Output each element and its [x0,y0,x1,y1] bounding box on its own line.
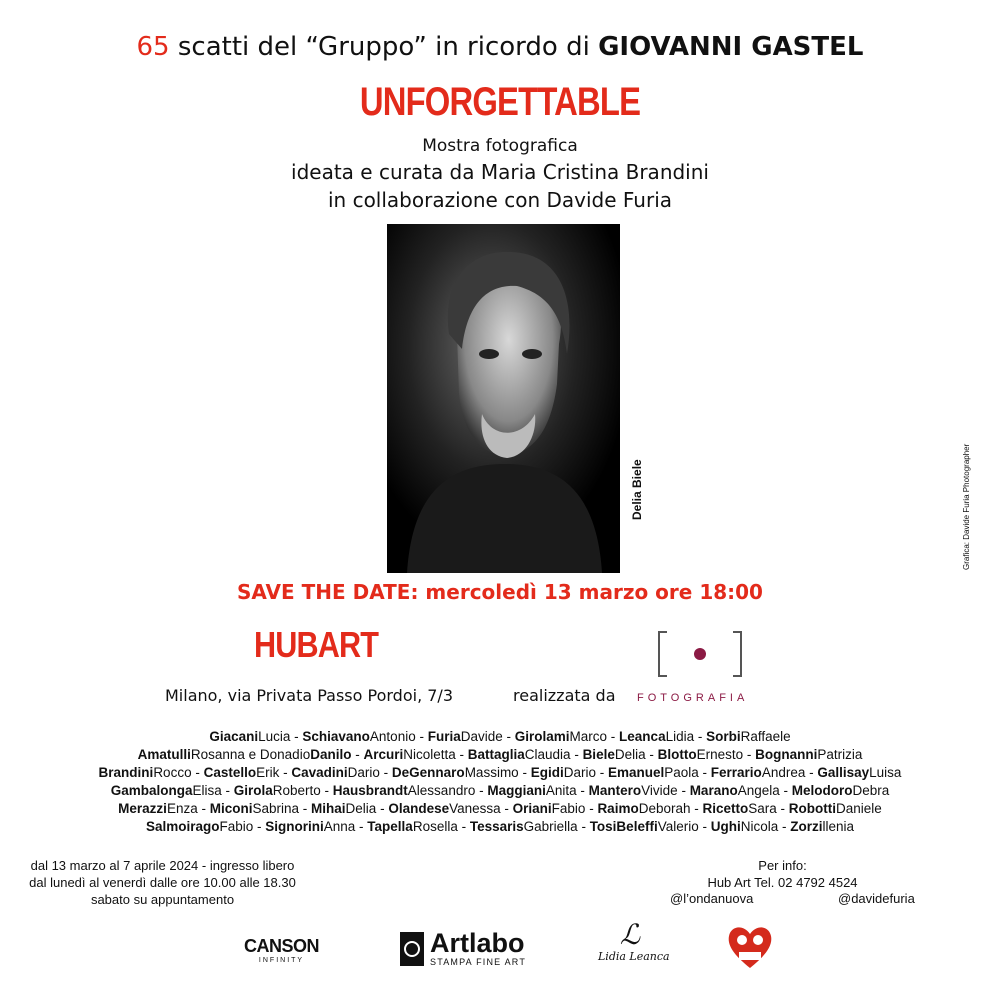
lidia-monogram-icon: ℒ [619,918,641,951]
headline-name: GIOVANNI GASTEL [598,32,864,62]
photographer-name: GirolaRoberto [233,783,321,798]
photographer-name: AmatulliRosanna e DonadioDanilo [137,747,352,762]
photographer-name: CavadiniDario [291,765,380,780]
opening-info [20,857,305,908]
saturday-text: sabato su appuntamento [90,892,235,907]
photographer-name: ArcuriNicoletta [363,747,456,762]
handle-ondanuova[interactable]: @l’ondanuova [670,891,754,906]
photographer-name: SalmoiragoFabio [145,819,254,834]
save-the-date: SAVE THE DATE: mercoledì 13 marzo ore 18:00 [237,580,763,604]
photographer-name: DeGennaroMassimo [391,765,519,780]
portrait-illustration [387,224,620,573]
photographer-name: RaimoDeborah [597,801,691,816]
photographer-name: MihaiDelia [311,801,377,816]
per-info-label: Per info: [758,858,807,873]
photographer-name: MelodoroDebra [791,783,890,798]
photographer-name: SorbiRaffaele [706,729,791,744]
photographer-name: SignoriniAnna [265,819,356,834]
photographer-name: GallisayLuisa [817,765,902,780]
photographer-name: MerazziEnza [118,801,198,816]
artlabo-icon [400,932,424,966]
photographer-name: LeancaLidia [619,729,695,744]
handle-davidefuria[interactable]: @davidefuria [838,891,915,906]
photo-credit: Delia Biele [630,459,644,520]
photographer-name: EgidiDario [530,765,596,780]
photographer-list [20,728,980,836]
photographer-name: RobottiDaniele [788,801,882,816]
photographer-name: TosiBeleffiValerio [589,819,699,834]
names-line: GambalongaElisa - GirolaRoberto - HausbrandtAlessandro - MaggianiAnita - ManteroVivide - MaranoAngela - MelodoroDebra [110,783,890,798]
hours-text: dal lunedì al venerdì dalle ore 10.00 alle 18.30 [29,875,296,890]
names-line: BrandiniRocco - CastelloErik - CavadiniDario - DeGennaroMassimo - EgidiDario - EmanuelPaola - FerrarioAndrea - GallisayLuisa [98,765,902,780]
canson-wordmark: CANSON [244,936,320,956]
graphic-credit: Grafica: Davide Furia Photographer [962,443,971,570]
photographer-name: BieleDelia [582,747,646,762]
fotografia-logo-icon [655,628,745,680]
subtitle-collaboration: in collaborazione con Davide Furia [327,188,673,212]
photographer-name: BattagliaClaudia [467,747,571,762]
photographer-name: MiconiSabrina [209,801,300,816]
fotografia-wordmark: FOTOGRAFIA [637,692,749,704]
photographer-name: ManteroVivide [588,783,678,798]
headline [0,32,1000,62]
photographer-name: SchiavanoAntonio [302,729,416,744]
photographer-name: Zorzillenia [790,819,855,834]
names-line: MerazziEnza - MiconiSabrina - MihaiDelia - OlandeseVanessa - OrianiFabio - RaimoDeborah - RicettoSara - RobottiDaniele [118,801,882,816]
names-line: SalmoiragoFabio - SignoriniAnna - TapellaRosella - TessarisGabriella - TosiBeleffiValerio - UghiNicola - Zorzillenia [145,819,855,834]
lidia-leanca-logo [598,918,670,963]
names-line: GiacaniLucia - SchiavanoAntonio - FuriaDavide - GirolamiMarco - LeancaLidia - SorbiRaffaele [209,729,791,744]
contact-info [700,857,865,891]
photographer-name: GiacaniLucia [209,729,291,744]
subtitle-exhibition: Mostra fotografica [422,136,578,156]
subtitle-curator: ideata e curata da Maria Cristina Brandini [291,160,709,184]
exhibition-title: UNFORGETTABLE [359,80,641,124]
portrait-photo [387,224,620,573]
photographer-name: OrianiFabio [512,801,586,816]
photographer-name: EmanuelPaola [607,765,699,780]
photographer-name: CastelloErik [203,765,280,780]
venue-address: Milano, via Privata Passo Pordoi, 7/3 [165,686,453,705]
heart-logo-icon [725,920,775,972]
artlabo-wordmark: Artlabo [430,928,525,958]
photographer-name: TapellaRosella [367,819,458,834]
dates-text: dal 13 marzo al 7 aprile 2024 - ingresso libero [30,858,295,873]
photographer-name: GambalongaElisa [110,783,222,798]
photographer-name: HausbrandtAlessandro [332,783,476,798]
names-line: AmatulliRosanna e DonadioDanilo - ArcuriNicoletta - BattagliaClaudia - BieleDelia - BlottoErnesto - BognanniPatrizia [137,747,863,762]
photographer-name: GirolamiMarco [514,729,608,744]
photographer-name: MaranoAngela [689,783,780,798]
photographer-name: FuriaDavide [427,729,503,744]
photographer-name: BlottoErnesto [657,747,744,762]
phone-text: Hub Art Tel. 02 4792 4524 [707,875,858,890]
lidia-wordmark: Lidia Leanca [598,950,670,963]
photographer-name: OlandeseVanessa [388,801,501,816]
photographer-name: TessarisGabriella [469,819,578,834]
photographer-name: BrandiniRocco [98,765,192,780]
photographer-name: BognanniPatrizia [755,747,863,762]
headline-number: 65 [136,32,170,62]
hubart-logo: HUBART [254,624,379,665]
photographer-name: UghiNicola [710,819,779,834]
photographer-name: FerrarioAndrea [710,765,806,780]
photographer-name: RicettoSara [702,801,777,816]
headline-text: scatti del “Gruppo” in ricordo di [169,32,599,62]
artlabo-sub: STAMPA FINE ART [430,957,527,967]
realized-by-label: realizzata da [513,686,616,705]
photographer-name: MaggianiAnita [487,783,577,798]
canson-logo [244,936,319,964]
canson-sub: INFINITY [258,957,305,964]
